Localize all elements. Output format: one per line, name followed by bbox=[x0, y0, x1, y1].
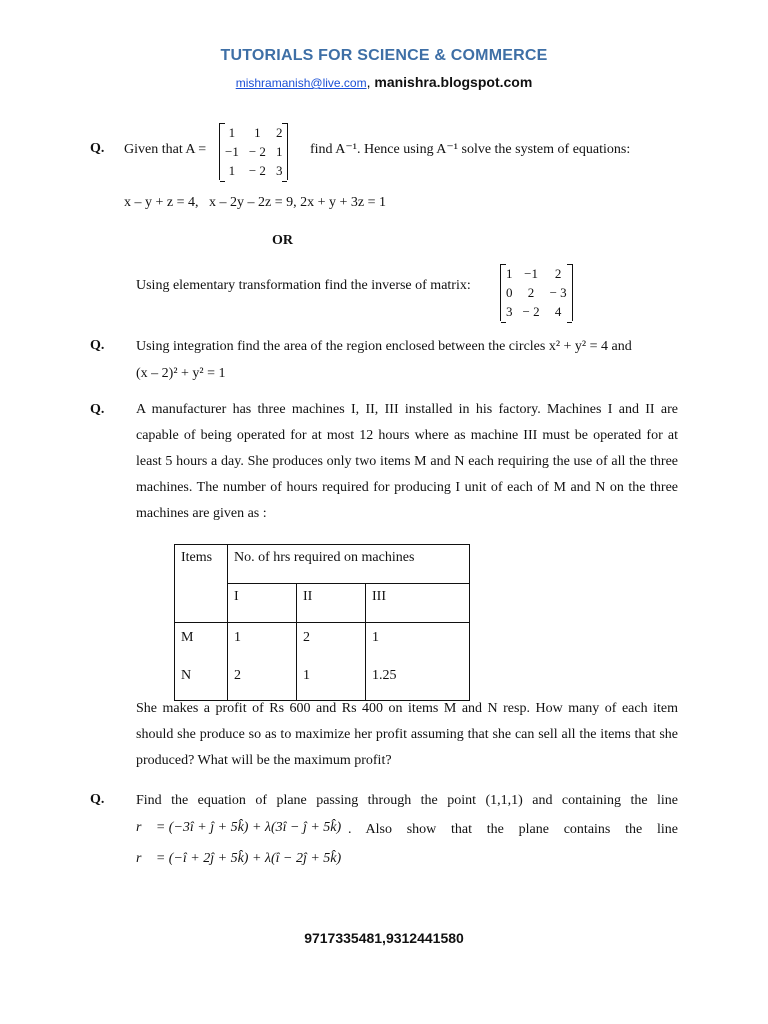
q3-text: A manufacturer has three machines I, II, III installed in his factory. Machines I and II are capable of being operated for at most 12 hours where as machine III must be operated for at least 5 hours a day. She produces only two items M and N each requiring the use of all the three machines. The number of hours required for producing I unit of each of M and N on the three machines are given as : bbox=[136, 402, 678, 521]
email-link[interactable]: mishramanish@live.com bbox=[235, 76, 367, 90]
matrix-b bbox=[500, 264, 573, 321]
table-value-cell: 1 2 bbox=[228, 623, 297, 701]
q2-line2: (x – 2)² + y² = 1 bbox=[136, 366, 226, 381]
table-value-cell: 2 1 bbox=[297, 623, 366, 701]
page-title: TUTORIALS FOR SCIENCE & COMMERCE bbox=[220, 47, 548, 64]
matrix-cell: 2 bbox=[527, 284, 535, 300]
footer-phones: 9717335481,9312441580 bbox=[304, 930, 464, 946]
contact-separator: , bbox=[366, 74, 371, 90]
matrix-cell: − 2 bbox=[248, 162, 266, 178]
matrix-cell: 1 bbox=[228, 124, 236, 140]
matrix-cell: 1 bbox=[254, 124, 261, 140]
matrix-cell: 2 bbox=[275, 124, 283, 140]
q4-vector-2: r⃗ = (−î + 2ĵ + 5k̂) + λ(î − 2ĵ + 5k̂) bbox=[136, 851, 342, 866]
q4-label: Q. bbox=[90, 792, 105, 807]
matrix-cell: 4 bbox=[554, 303, 562, 319]
matrix-a bbox=[219, 123, 288, 180]
table-header-group: No. of hrs required on machines bbox=[228, 545, 470, 584]
matrix-cell: − 2 bbox=[248, 143, 266, 159]
matrix-cell: 3 bbox=[275, 162, 283, 178]
matrix-cell: 1 bbox=[506, 265, 513, 281]
matrix-cell: 0 bbox=[506, 284, 513, 300]
matrix-cell: 3 bbox=[506, 303, 513, 319]
q1-after: find A⁻¹. Hence using A⁻¹ solve the system of equations: bbox=[310, 142, 631, 157]
table-header-machine: III bbox=[366, 584, 470, 623]
q2-line1: Using integration find the area of the region enclosed between the circles x² + y² = 4 and bbox=[136, 339, 632, 354]
matrix-cell: 2 bbox=[554, 265, 562, 281]
table-header-machine: I bbox=[228, 584, 297, 623]
matrix-cell: − 2 bbox=[522, 303, 540, 319]
q3-label: Q. bbox=[90, 402, 105, 417]
q1-equations: x – y + z = 4, x – 2y – 2z = 9, 2x + y + 3z = 1 bbox=[124, 195, 387, 210]
blog-link[interactable]: manishra.blogspot.com bbox=[374, 74, 533, 90]
q4-line1: Find the equation of plane passing through the point (1,1,1) and containing the line bbox=[136, 793, 678, 808]
matrix-cell: −1 bbox=[225, 143, 239, 159]
q1-intro: Given that A = bbox=[124, 142, 207, 157]
q1-label: Q. bbox=[90, 141, 105, 156]
q3-after: She makes a profit of Rs 600 and Rs 400 on items M and N resp. How many of each item should she produce so as to maximize her profit assuming that she can sell all the items that she produced? What will be the maximum profit? bbox=[136, 701, 678, 768]
q2-label: Q. bbox=[90, 338, 105, 353]
table-items-cell: M N bbox=[175, 623, 228, 701]
table-header-machine: II bbox=[297, 584, 366, 623]
or-separator: OR bbox=[272, 233, 293, 248]
machine-hours-table bbox=[174, 544, 470, 701]
table-header-items: Items bbox=[175, 545, 228, 623]
matrix-cell: 1 bbox=[275, 143, 283, 159]
q4-vector-1: r⃗ = (−3î + ĵ + 5k̂) + λ(3î − ĵ + 5k̂) bbox=[136, 820, 342, 835]
q1-alternative: Using elementary transformation find the inverse of matrix: bbox=[136, 278, 471, 293]
matrix-cell: − 3 bbox=[549, 284, 567, 300]
matrix-cell: −1 bbox=[524, 265, 538, 281]
matrix-cell: 1 bbox=[228, 162, 236, 178]
contact-line bbox=[0, 74, 768, 90]
table-value-cell: 1 1.25 bbox=[366, 623, 470, 701]
q4-line2-tail: . Also show that the plane contains the line bbox=[348, 822, 678, 837]
